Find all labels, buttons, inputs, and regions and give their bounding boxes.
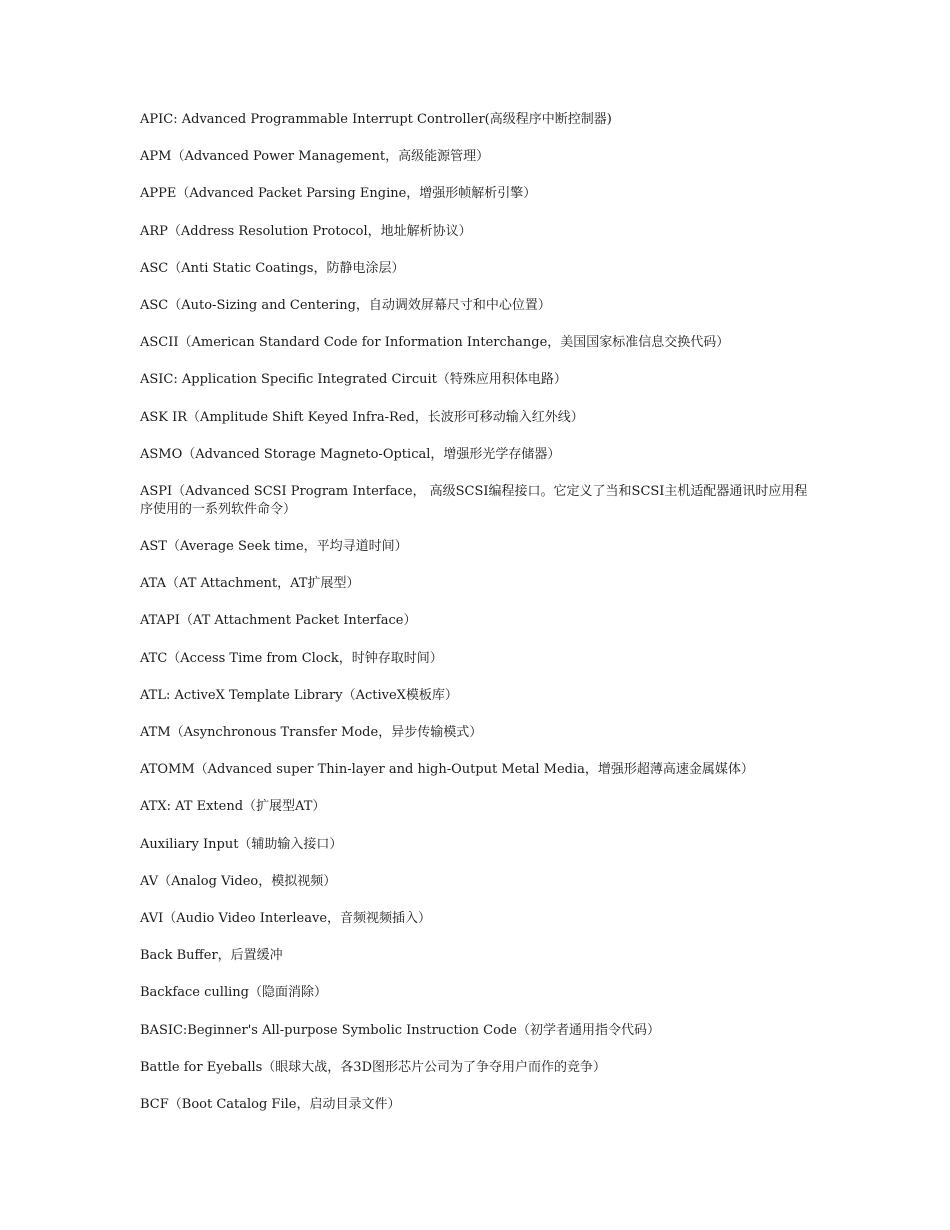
list-item: BCF（Boot Catalog File，启动目录文件）	[140, 1096, 401, 1112]
list-item: ATAPI（AT Attachment Packet Interface）	[140, 613, 417, 629]
list-item: ATX: AT Extend（扩展型AT）	[140, 799, 326, 815]
list-item: ASK IR（Amplitude Shift Keyed Infra-Red，长波形可移动输入红外线）	[140, 409, 584, 425]
glossary-list	[140, 111, 820, 1133]
list-item: AST（Average Seek time，平均寻道时间）	[140, 539, 408, 555]
list-item: ATA（AT Attachment，AT扩展型）	[140, 576, 360, 592]
list-item: ATC（Access Time from Clock，时钟存取时间）	[140, 650, 443, 666]
list-item: ASCII（American Standard Code for Information Interchange，美国国家标准信息交换代码）	[140, 335, 730, 351]
list-item: Auxiliary Input（辅助输入接口）	[140, 836, 343, 852]
list-item: ASIC: Application Specific Integrated Circuit（特殊应用积体电路）	[140, 372, 567, 388]
list-item: ATL: ActiveX Template Library（ActiveX模板库）	[140, 687, 458, 703]
list-item: ATOMM（Advanced super Thin-layer and high-Output Metal Media，增强形超薄高速金属媒体）	[140, 762, 754, 778]
list-item: ASC（Auto-Sizing and Centering，自动调效屏幕尺寸和中心位置）	[140, 297, 551, 313]
list-item: ASMO（Advanced Storage Magneto-Optical，增强形光学存储器）	[140, 446, 561, 462]
list-item: APPE（Advanced Packet Parsing Engine，增强形帧解析引擎）	[140, 186, 537, 202]
list-item: Battle for Eyeballs（眼球大战，各3D图形芯片公司为了争夺用户而作的竞争）	[140, 1059, 607, 1075]
list-item: APM（Advanced Power Management，高级能源管理）	[140, 149, 490, 165]
list-item: Backface culling（隐面消除）	[140, 985, 327, 1001]
list-item: ARP（Address Resolution Protocol，地址解析协议）	[140, 223, 472, 239]
list-item: BASIC:Beginner's All-purpose Symbolic Instruction Code（初学者通用指令代码）	[140, 1022, 660, 1038]
list-item: ATM（Asynchronous Transfer Mode，异步传输模式）	[140, 725, 483, 740]
list-item: ASC（Anti Static Coatings，防静电涂层）	[140, 260, 405, 276]
list-item: APIC: Advanced Programmable Interrupt Controller(高级程序中断控制器)	[140, 112, 612, 127]
list-item: AVI（Audio Video Interleave，音频视频插入）	[140, 910, 432, 926]
list-item: AV（Analog Video，模拟视频）	[140, 873, 337, 889]
list-item: ASPI（Advanced SCSI Program Interface， 高级SCSI编程接口。它定义了当和SCSI主机适配器通讯时应用程序使用的一系列软件命令）	[140, 483, 808, 517]
list-item: Back Buffer，后置缓冲	[140, 948, 283, 964]
